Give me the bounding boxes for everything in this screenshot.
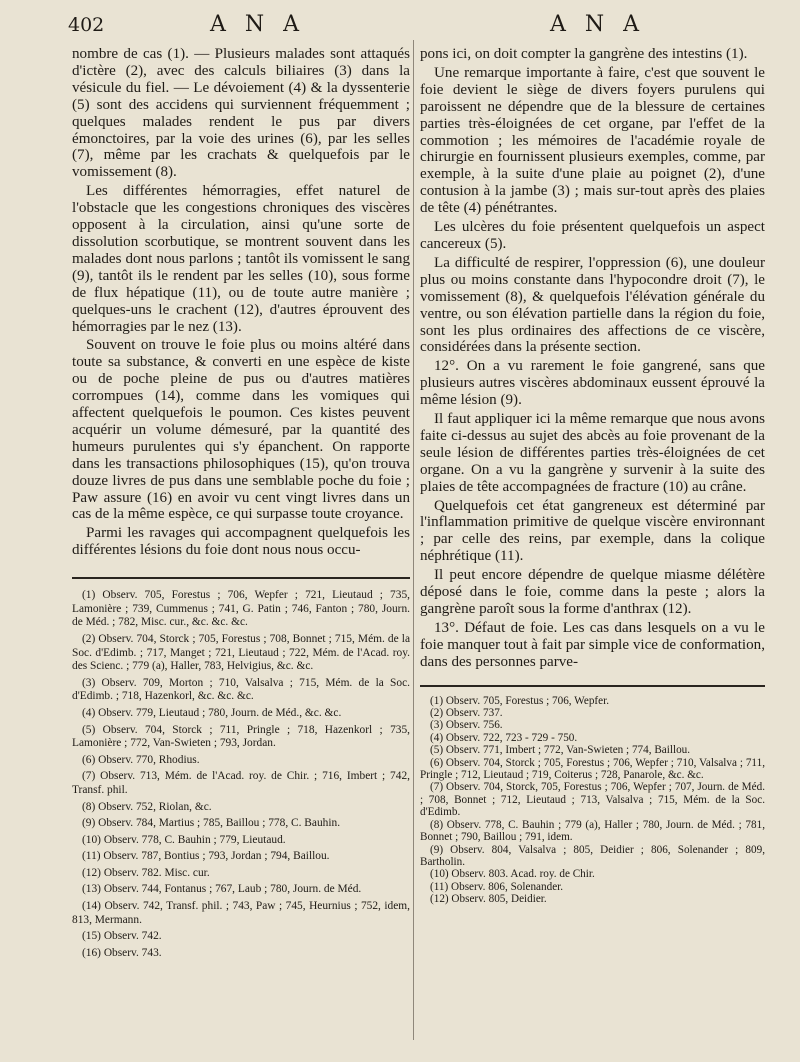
paragraph: Il faut appliquer ici la même remarque que nous avons faite ci-dessus au sujet des abcès au foie provenant de la seule lésion de différentes parties très-éloignées de cet organe. On a vu la gangrène y survenir à la suite des plaies de tête accompagnées de fracture (10) au crâne. xyxy=(420,411,765,495)
footnote: (10) Observ. 778, C. Bauhin ; 779, Lieutaud. xyxy=(82,833,286,846)
paragraph: Les ulcères du foie présentent quelquefois un aspect cancereux (5). xyxy=(420,219,765,252)
footnote: (10) Observ. 803. Acad. roy. de Chir. xyxy=(430,868,595,881)
paragraph: 13°. Défaut de foie. Les cas dans lesquels on a vu le foie manquer tout à fait par simple vice de conformation, dans des personnes parve- xyxy=(420,619,765,670)
footnote: (3) Observ. 709, Morton ; 710, Valsalva ; 715, Mém. de la Soc. d'Edimb. ; 718, Hazenkorl, &c. &c. &c. xyxy=(72,676,410,703)
footnote: (12) Observ. 805, Deidier. xyxy=(430,893,547,906)
footnote: (8) Observ. 778, C. Bauhin ; 779 (a), Haller ; 780, Journ. de Méd. ; 781, Bonnet ; 790, Baillou ; 791, idem. xyxy=(420,818,765,844)
paragraph: pons ici, on doit compter la gangrène des intestins (1). xyxy=(420,46,748,62)
right-footnotes xyxy=(420,695,765,906)
page-header xyxy=(68,12,768,40)
page-number: 402 xyxy=(68,14,105,36)
footnote: (2) Observ. 737. xyxy=(430,707,503,720)
paragraph: Quelquefois cet état gangreneux est déterminé par l'inflammation primitive de quelque viscère environnant ; par celle des reins, par exemple, dans la colique néphrétique (11). xyxy=(420,497,765,565)
footnote: (4) Observ. 722, 723 - 729 - 750. xyxy=(430,731,578,744)
paragraph: Une remarque importante à faire, c'est que souvent le foie devient le siège de divers foyers purulens qui paroissent ne dépendre que de la blessure de certaines parties très-éloignées de cet organe, par l'effet de la commotion ; les mémoires de l'académie royale de chirurgie en fournissent plusieurs exemples, comme, par exemple, à la suite d'une plaie au poignet (2), d'une contusion à la jambe (3) ; mais sur-tout après des plaies de tête (4) pénétrantes. xyxy=(420,64,765,217)
paragraph: 12°. On a vu rarement le foie gangrené, sans que plusieurs autres viscères abdominaux eussent éprouvé la même lésion (9). xyxy=(420,358,765,409)
footnote: (11) Observ. 787, Bontius ; 793, Jordan ; 794, Baillou. xyxy=(82,850,330,863)
footnote: (14) Observ. 742, Transf. phil. ; 743, Paw ; 745, Heurnius ; 752, idem, 813, Mermann. xyxy=(72,900,410,926)
paragraph: Souvent on trouve le foie plus ou moins altéré dans toute sa substance, & converti en une espèce de kiste ou de poche pleine de pus ou d'autres matières corrompues (14), comme dans les vomiques qui affectent quelquefois le poumon. Ces kistes peuvent acquérir un volume démesuré, par la quantité des humeurs purulentes qui s'y épanchent. On rapporte dans les transactions philosophiques (15), qu'on trouva douze livres de pus dans une semblable poche du foie ; Paw assure (16) en avoir vu cent vingt livres dans un cas de la même espèce, ce qui surpasse toute croyance. xyxy=(72,337,410,523)
footnote: (7) Observ. 704, Storck, 705, Forestus ; 706, Wepfer ; 707, Journ. de Méd. ; 708, Bonnet ; 712, Lieutaud ; 713, Valsalva ; 715, Mém. de la Soc. d'Edimb. xyxy=(420,781,765,819)
footnote: (7) Observ. 713, Mém. de l'Acad. roy. de Chir. ; 716, Imbert ; 742, Transf. phil. xyxy=(72,770,410,796)
running-head-right: A N A xyxy=(550,12,646,37)
footnote: (4) Observ. 779, Lieutaud ; 780, Journ. de Méd., &c. &c. xyxy=(82,706,342,719)
footnote: (1) Observ. 705, Forestus ; 706, Wepfer ; 721, Lieutaud ; 735, Lamonière ; 739, Cummenus ; 741, G. Patin ; 746, Fanton ; 780, Journ. de Méd. ; 782, Misc. cur., &c. &c. &c. xyxy=(72,589,410,629)
footnote: (11) Observ. 806, Solenander. xyxy=(430,880,564,893)
footnote: (5) Observ. 771, Imbert ; 772, Van-Swieten ; 774, Baillou. xyxy=(430,744,691,757)
column-divider xyxy=(413,40,414,1040)
footnote: (6) Observ. 704, Storck ; 705, Forestus ; 706, Wepfer ; 710, Valsalva ; 711, Pringle ; 712, Lieutaud ; 719, Coiterus ; 728, Panarole, &c. &c. xyxy=(420,756,765,782)
footnote: (8) Observ. 752, Riolan, &c. xyxy=(82,800,212,813)
footnote: (16) Observ. 743. xyxy=(82,946,162,959)
paragraph: La difficulté de respirer, l'oppression (6), une douleur plus ou moins constante dans l'hypocondre droit (7), le vomissement (8), & quelquefois l'élévation générale du ventre, ou son élévation partielle dans la région du foie, sont les plus ordinaires des affections de ce viscère, considérées dans la présente section. xyxy=(420,254,765,356)
footnote: (5) Observ. 704, Storck ; 711, Pringle ; 718, Hazenkorl ; 735, Lamonière ; 772, Van-Swieten ; 793, Jordan. xyxy=(72,723,410,750)
footnote: (1) Observ. 705, Forestus ; 706, Wepfer. xyxy=(430,694,610,707)
left-footnotes xyxy=(72,589,410,960)
left-body-text xyxy=(72,46,410,559)
right-column xyxy=(420,46,765,906)
footnote-rule xyxy=(420,685,765,687)
right-body-text xyxy=(420,46,765,671)
footnote: (12) Observ. 782. Misc. cur. xyxy=(82,866,210,879)
left-column xyxy=(72,46,410,960)
footnote: (15) Observ. 742. xyxy=(82,930,162,943)
paragraph: Les différentes hémorragies, effet naturel de l'obstacle que les congestions chroniques des viscères opposent à la circulation, ainsi qu'une sorte de dissolution scorbutique, se montrent souvent dans les malades dont nous parlons ; tantôt ils vomissent le sang (9), tantôt ils le rendent par les selles (10), sous forme de flux hépatique (11), ou de toute autre manière ; quelques-uns le crachent (12), d'autres éprouvent des hémorragies par le nez (13). xyxy=(72,183,410,335)
footnote: (13) Observ. 744, Fontanus ; 767, Laub ; 780, Journ. de Méd. xyxy=(82,883,362,896)
paragraph: Il peut encore dépendre de quelque miasme délétère déposé dans le foie, comme dans la peste ; alors la gangrène paroît sous la forme d'anthrax (12). xyxy=(420,567,765,617)
footnote: (9) Observ. 804, Valsalva ; 805, Deidier ; 806, Solenander ; 809, Bartholin. xyxy=(420,843,765,868)
paragraph: Parmi les ravages qui accompagnent quelquefois les différentes lésions du foie dont nous nous occu- xyxy=(72,525,410,559)
running-head-left: A N A xyxy=(210,12,306,37)
footnote: (3) Observ. 756. xyxy=(430,719,503,732)
footnote-rule xyxy=(72,577,410,579)
paragraph: nombre de cas (1). — Plusieurs malades sont attaqués d'ictère (2), avec des calculs biliaires (3) dans la vésicule du fiel. — Le dévoiement (4) & la dyssenterie (5) sont des accidens qui surviennent fréquemment ; quelques malades rendent le pus par divers émonctoires, par la voie des urines (6), par les selles (7), même par les crachats & quelquefois par le vomissement (8). xyxy=(72,46,410,181)
footnote: (9) Observ. 784, Martius ; 785, Baillou ; 778, C. Bauhin. xyxy=(82,817,341,830)
footnote: (2) Observ. 704, Storck ; 705, Forestus ; 708, Bonnet ; 715, Mém. de la Soc. d'Edimb. ; 717, Manget ; 721, Lieutaud ; 722, Mém. de l'Acad. roy. des Scienc. ; 779 (a), Haller, 783, Helvigius, &c. &c. xyxy=(72,632,410,673)
footnote: (6) Observ. 770, Rhodius. xyxy=(82,753,200,766)
